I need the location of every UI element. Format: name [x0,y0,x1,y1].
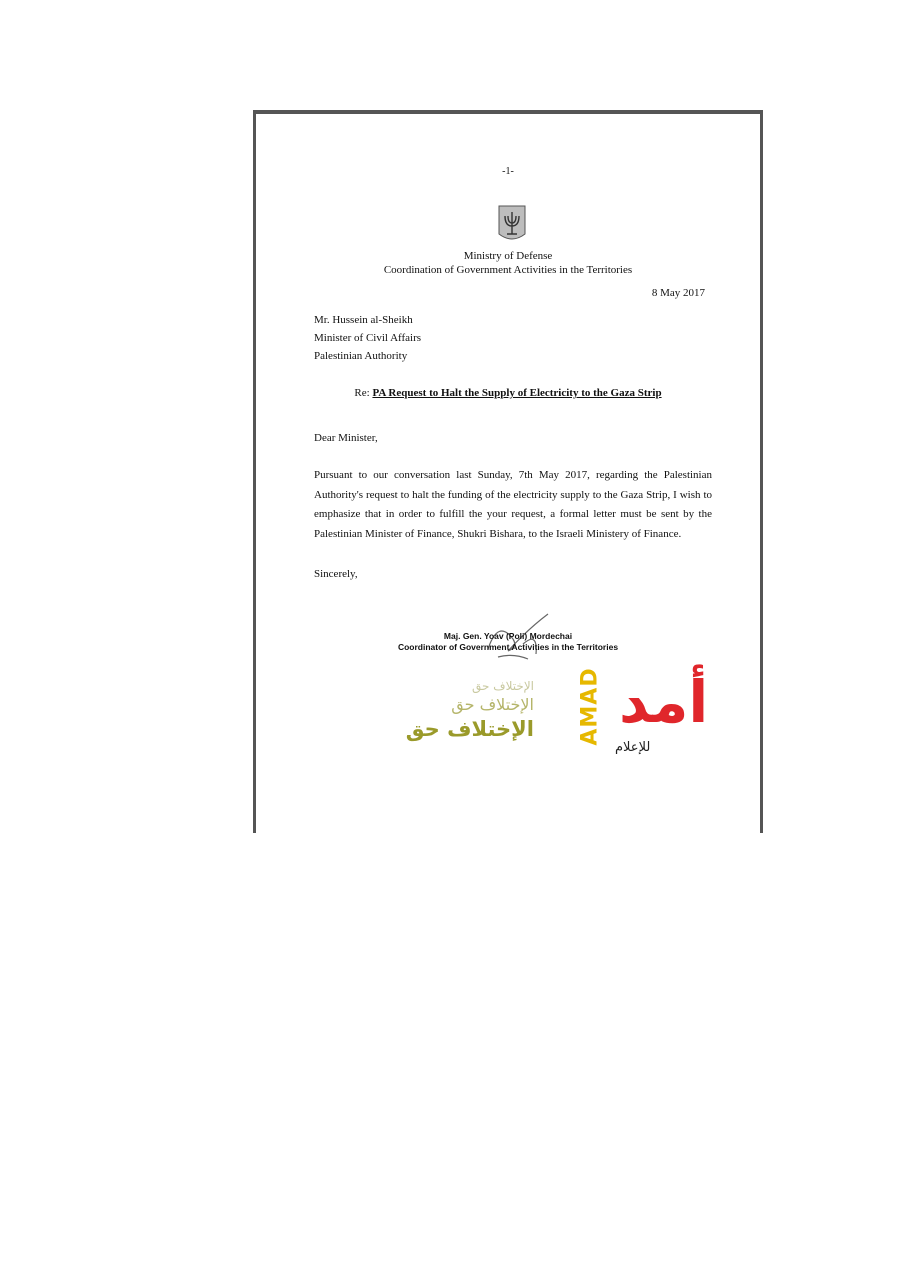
addressee-name: Mr. Hussein al-Sheikh [314,314,413,326]
amad-arabic-wordmark: أمد [619,668,709,736]
subject-text: PA Request to Halt the Supply of Electricity to the Gaza Strip [372,387,662,399]
arabic-watermark-logo: الإختلاف حق الإختلاف حق الإختلاف حق [405,679,534,741]
org-name: Ministry of Defense [463,250,553,262]
page-number: -1- [502,166,514,177]
signer-name: Maj. Gen. Yoav (Poli) Mordechai [443,631,573,641]
addressee-title: Minister of Civil Affairs [314,332,422,344]
closing: Sincerely, [314,568,358,580]
subject-line [256,387,760,399]
subject-prefix: Re: [354,387,370,399]
letter-page [253,110,763,833]
signer-title: Coordinator of Government Activities in the Territories [397,642,619,652]
salutation: Dear Minister, [314,432,378,444]
letter-date: 8 May 2017 [651,287,705,299]
org-unit: Coordination of Government Activities in the Territories [383,264,633,276]
amad-vertical-mark: AMAD [577,667,603,746]
amad-subtitle: للإعلام [615,740,651,755]
amad-media-logo [577,662,726,767]
addressee-org: Palestinian Authority [314,350,408,362]
menorah-emblem-icon [497,204,527,244]
letter-body: Pursuant to our conversation last Sunday, 7th May 2017, regarding the Palestinian Authority's request to halt the funding of the electricity supply to the Gaza Strip, I wish to emphasize that in order to fulfill the your request, a formal letter must be sent by the Palestinian Minister of Finance, Shukri Bishara, to the Israeli Ministery of Finance. [314,469,712,540]
